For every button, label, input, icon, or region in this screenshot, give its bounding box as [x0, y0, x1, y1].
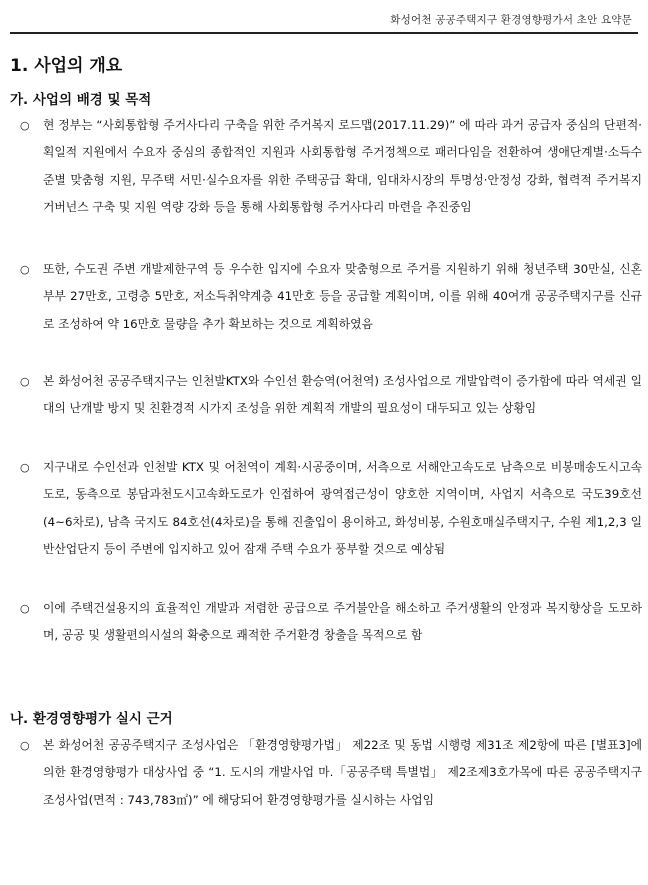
bullet-marker: ○	[20, 375, 30, 388]
bullet-item	[20, 732, 642, 814]
bullet-text: 본 화성어천 공공주택지구는 인천발KTX와 수인선 환승역(어천역) 조성사업으로 개발압력이 증가함에 따라 역세권 일대의 난개발 방지 및 친환경적 시가지 조성을 위한 계획적 개발의 필요성이 대두되고 있는 상황임	[43, 374, 642, 416]
section-title: 1. 사업의 개요	[10, 56, 123, 76]
bullet-item	[20, 112, 642, 222]
running-title: 화성어천 공공주택지구 환경영향평가서 초안 요약문	[390, 14, 632, 26]
bullet-marker: ○	[20, 461, 30, 474]
bullet-item	[20, 256, 642, 338]
bullet-text: 본 화성어천 공공주택지구 조성사업은 「환경영향평가법」 제22조 및 동법 시행령 제31조 제2항에 따른 [별표3]에 의한 환경영향평가 대상사업 중 “1. 도시의 개발사업 마.「공공주택 특별법」 제2조제3호가목에 따른 공공주택지구조성사업(면적 : 743,783㎡)” 에 해당되어 환경영향평가를 실시하는 사업임	[43, 738, 642, 807]
bullet-marker: ○	[20, 263, 30, 276]
subsection-heading-legal-basis: 나. 환경영향평가 실시 근거	[10, 711, 173, 727]
bullet-item	[20, 368, 642, 423]
bullet-marker: ○	[20, 602, 30, 615]
subsection-heading-background: 가. 사업의 배경 및 목적	[10, 92, 152, 108]
bullet-text: 또한, 수도권 주변 개발제한구역 등 우수한 입지에 수요자 맞춤형으로 주거를 지원하기 위해 청년주택 30만실, 신혼부부 27만호, 고령층 5만호, 저소득취약계층 41만호 등을 공급할 계획이며, 이를 위해 40여개 공공주택지구를 신규로 조성하여 약 16만호 물량을 추가 확보하는 것으로 계획하였음	[43, 262, 642, 331]
bullet-text: 현 정부는 “사회통합형 주거사다리 구축을 위한 주거복지 로드맵(2017.11.29)” 에 따라 과거 공급자 중심의 단편적·획일적 지원에서 수요자 중심의 종합적인 지원과 사회통합형 주거정책으로 패러다임을 전환하여 생애단계별·소득수준별 맞춤형 지원, 무주택 서민·실수요자를 위한 주택공급 확대, 임대차시장의 투명성·안정성 강화, 협력적 주거복지 거버넌스 구축 및 지원 역량 강화 등을 통해 사회통합형 주거사다리 마련을 추진중임	[43, 118, 642, 215]
bullet-item	[20, 454, 642, 564]
bullet-marker: ○	[20, 119, 30, 132]
bullet-item	[20, 595, 642, 650]
bullet-marker: ○	[20, 739, 30, 752]
bullet-text: 이에 주택건설용지의 효율적인 개발과 저렴한 공급으로 주거불안을 해소하고 주거생활의 안정과 복지향상을 도모하며, 공공 및 생활편의시설의 확충으로 쾌적한 주거환경 창출을 목적으로 함	[43, 601, 643, 643]
running-header	[10, 6, 638, 34]
bullet-text: 지구내로 수인선과 인천발 KTX 및 어천역이 계획·시공중이며, 서측으로 서해안고속도로 남측으로 비봉매송도시고속도로, 동측으로 봉담과천도시고속화도로가 인접하여 광역접근성이 양호한 지역이며, 사업지 서측으로 국도39호선(4~6차로), 남측 국지도 84호선(4차로)을 통해 진출입이 용이하고, 화성비봉, 수원호매실주택지구, 수원 제1,2,3 일반산업단지 등이 주변에 입지하고 있어 잠재 주택 수요가 풍부할 것으로 예상됨	[43, 460, 642, 557]
